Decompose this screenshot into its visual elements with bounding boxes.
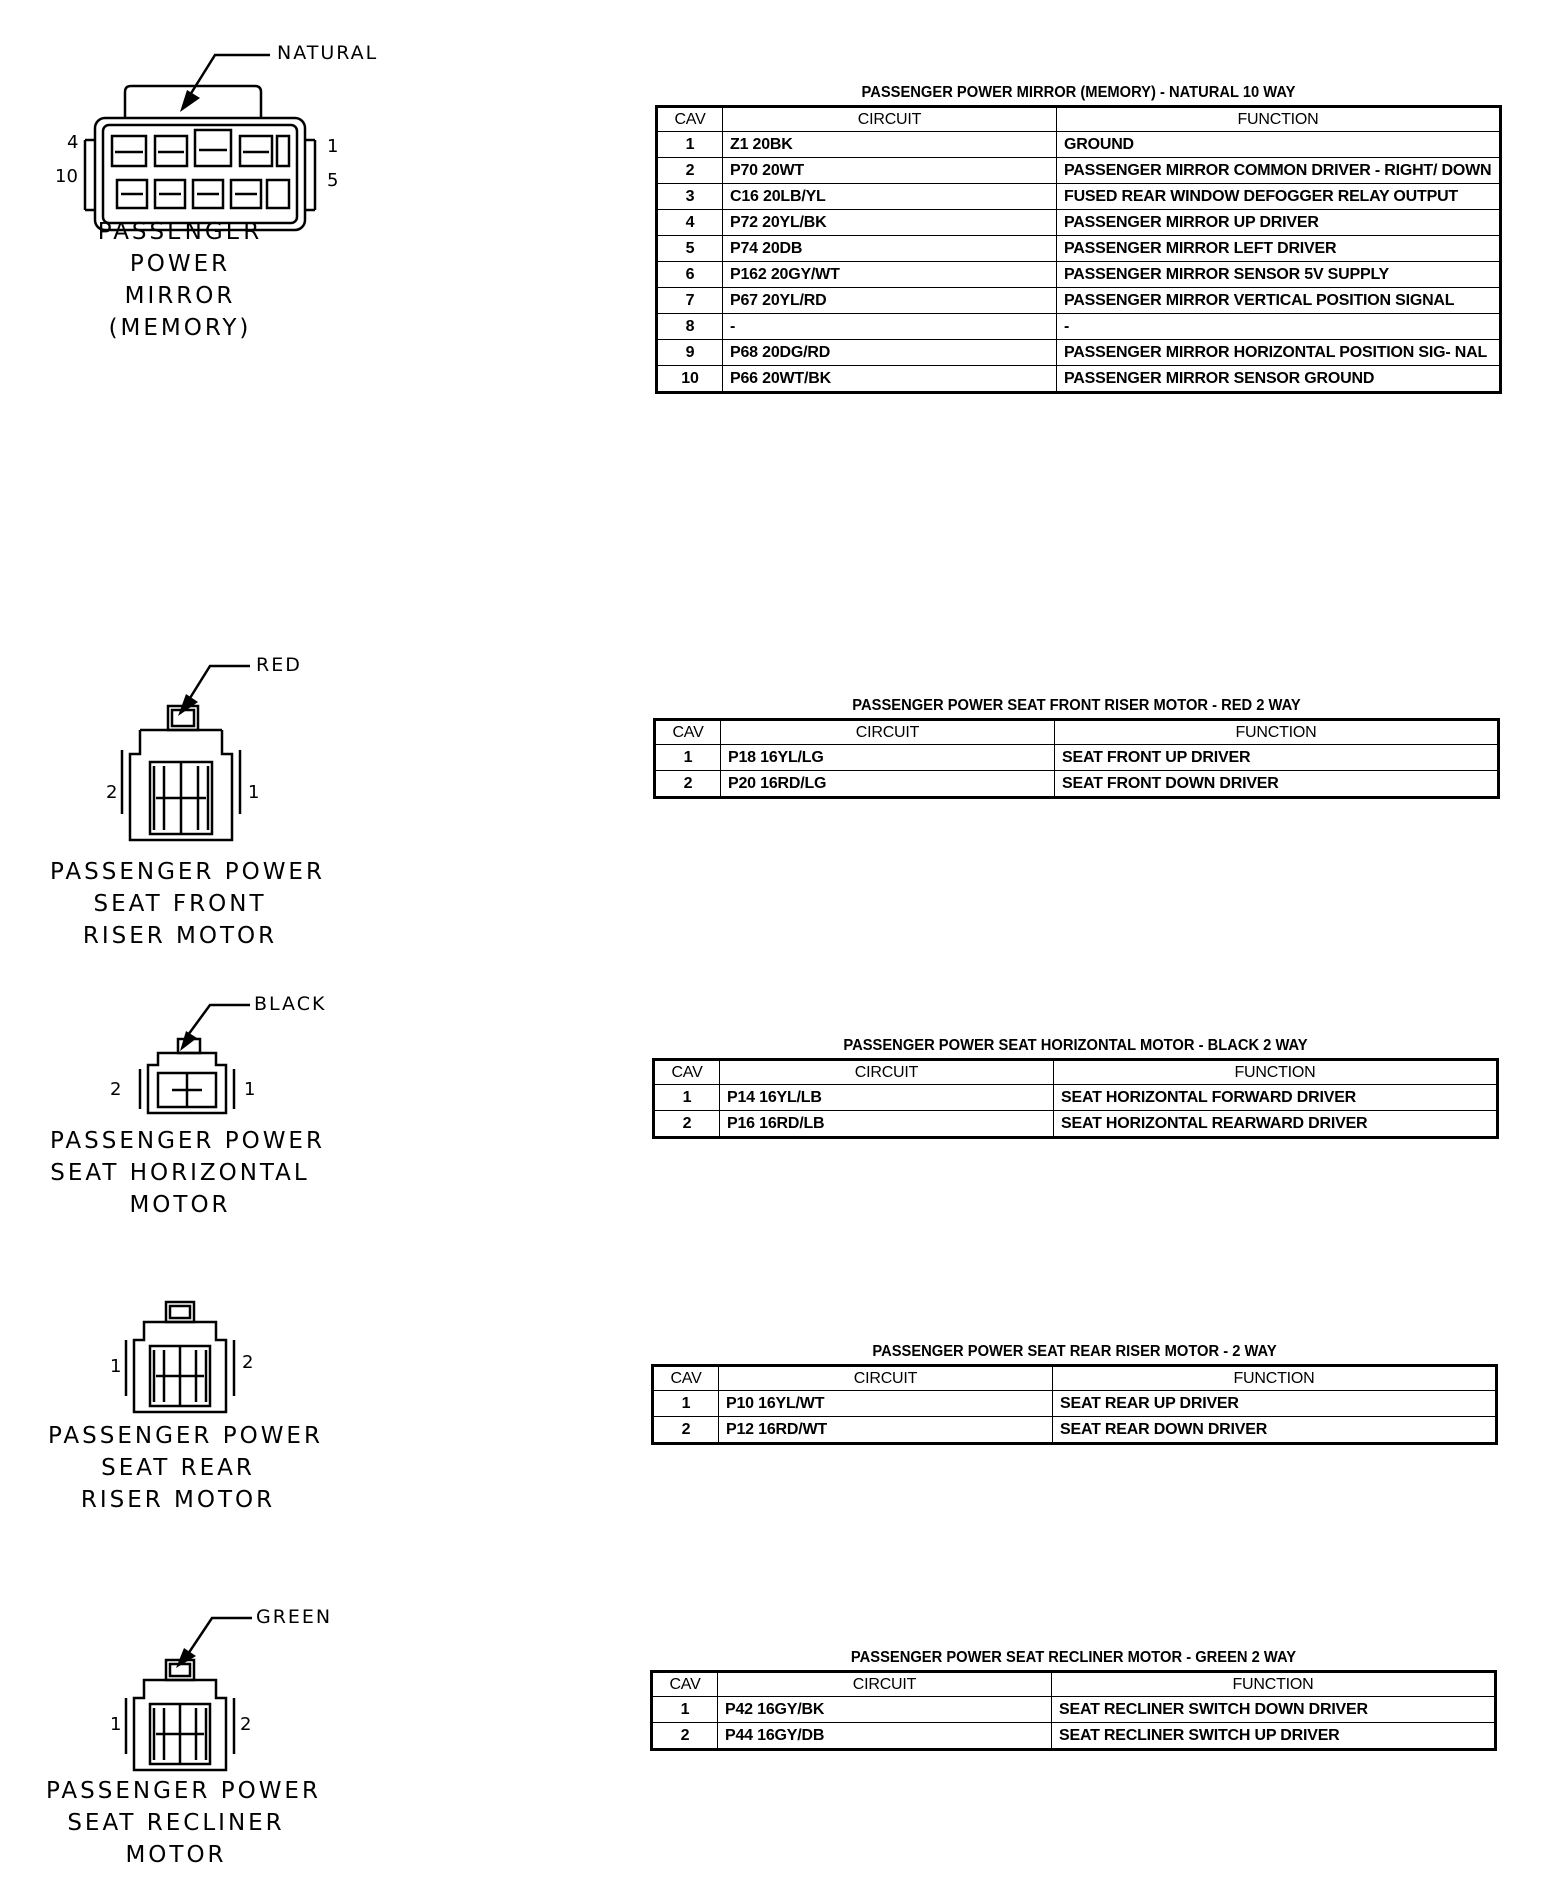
col-header-function: FUNCTION bbox=[1052, 1672, 1496, 1697]
cell-function: FUSED REAR WINDOW DEFOGGER RELAY OUTPUT bbox=[1057, 184, 1501, 210]
table-row bbox=[657, 184, 1501, 210]
cell-circuit: P70 20WT bbox=[723, 158, 1057, 184]
pin-label: 1 bbox=[327, 136, 339, 157]
cell-circuit: P18 16YL/LG bbox=[721, 745, 1055, 771]
table-row bbox=[655, 771, 1499, 798]
cell-function: SEAT REAR DOWN DRIVER bbox=[1053, 1417, 1497, 1444]
col-header-circuit: CIRCUIT bbox=[719, 1366, 1053, 1391]
connector-name-line: PASSENGER POWER bbox=[48, 1423, 323, 1449]
connector-name-line: MOTOR bbox=[129, 1192, 231, 1218]
table-row bbox=[657, 262, 1501, 288]
cell-cav: 2 bbox=[654, 1111, 720, 1138]
cell-circuit: P162 20GY/WT bbox=[723, 262, 1057, 288]
cell-circuit: - bbox=[723, 314, 1057, 340]
connector-name-line: (MEMORY) bbox=[108, 315, 252, 341]
table-row bbox=[657, 340, 1501, 366]
col-header-cav: CAV bbox=[655, 720, 721, 745]
cell-function: SEAT HORIZONTAL REARWARD DRIVER bbox=[1054, 1111, 1498, 1138]
connector-name-line: SEAT RECLINER bbox=[67, 1810, 285, 1836]
connector-drawing-horizontal bbox=[100, 993, 360, 1123]
table-row bbox=[652, 1723, 1496, 1750]
cell-function: PASSENGER MIRROR SENSOR GROUND bbox=[1057, 366, 1501, 393]
table-header-row bbox=[657, 107, 1501, 132]
col-header-cav: CAV bbox=[652, 1672, 718, 1697]
table-row bbox=[652, 1697, 1496, 1723]
connector-drawing-recliner bbox=[100, 1606, 360, 1776]
cell-cav: 4 bbox=[657, 210, 723, 236]
pin-label: 4 bbox=[67, 132, 79, 153]
table-header-row bbox=[653, 1366, 1497, 1391]
cell-cav: 9 bbox=[657, 340, 723, 366]
cell-function: - bbox=[1057, 314, 1501, 340]
cell-function: PASSENGER MIRROR LEFT DRIVER bbox=[1057, 236, 1501, 262]
connector-name-line: MIRROR bbox=[124, 283, 236, 309]
pin-label: 2 bbox=[110, 1079, 122, 1100]
cell-function: GROUND bbox=[1057, 132, 1501, 158]
cell-cav: 2 bbox=[653, 1417, 719, 1444]
cell-function: PASSENGER MIRROR HORIZONTAL POSITION SIG- NAL bbox=[1057, 340, 1501, 366]
connector-drawing-front-riser bbox=[100, 654, 360, 854]
cell-circuit: P10 16YL/WT bbox=[719, 1391, 1053, 1417]
cell-cav: 5 bbox=[657, 236, 723, 262]
connector-name bbox=[48, 1420, 323, 1516]
cell-function: SEAT FRONT DOWN DRIVER bbox=[1055, 771, 1499, 798]
connector-name-line: PASSENGER POWER bbox=[50, 1128, 325, 1154]
table-row bbox=[653, 1391, 1497, 1417]
cell-cav: 1 bbox=[655, 745, 721, 771]
connector-2way-icon bbox=[100, 1606, 360, 1776]
col-header-circuit: CIRCUIT bbox=[718, 1672, 1052, 1697]
pinout-table-recliner bbox=[650, 1649, 1497, 1751]
cell-cav: 7 bbox=[657, 288, 723, 314]
pinout-table bbox=[655, 105, 1502, 394]
connector-name-line: PASSENGER POWER bbox=[46, 1778, 321, 1804]
pinout-table bbox=[651, 1364, 1498, 1445]
cell-function: SEAT FRONT UP DRIVER bbox=[1055, 745, 1499, 771]
table-row bbox=[654, 1085, 1498, 1111]
connector-name bbox=[60, 216, 300, 344]
cell-circuit: P14 16YL/LB bbox=[720, 1085, 1054, 1111]
table-row bbox=[657, 314, 1501, 340]
connector-name-line: RISER MOTOR bbox=[82, 923, 278, 949]
pinout-table bbox=[653, 718, 1500, 799]
table-row bbox=[657, 210, 1501, 236]
cell-circuit: C16 20LB/YL bbox=[723, 184, 1057, 210]
col-header-cav: CAV bbox=[654, 1060, 720, 1085]
cell-circuit: P67 20YL/RD bbox=[723, 288, 1057, 314]
pin-label: 1 bbox=[110, 1714, 122, 1735]
connector-name-line: RISER MOTOR bbox=[80, 1487, 276, 1513]
connector-2way-icon bbox=[100, 1300, 360, 1430]
cell-cav: 2 bbox=[652, 1723, 718, 1750]
connector-name-line: SEAT HORIZONTAL bbox=[50, 1160, 310, 1186]
col-header-circuit: CIRCUIT bbox=[723, 107, 1057, 132]
cell-cav: 3 bbox=[657, 184, 723, 210]
table-header-row bbox=[652, 1672, 1496, 1697]
cell-function: PASSENGER MIRROR VERTICAL POSITION SIGNAL bbox=[1057, 288, 1501, 314]
connector-2way-icon bbox=[100, 654, 360, 854]
cell-function: SEAT HORIZONTAL FORWARD DRIVER bbox=[1054, 1085, 1498, 1111]
connector-name-line: POWER bbox=[129, 251, 231, 277]
connector-name-line: PASSENGER bbox=[97, 219, 263, 245]
connector-color-label: BLACK bbox=[254, 993, 327, 1015]
cell-circuit: P74 20DB bbox=[723, 236, 1057, 262]
table-row bbox=[657, 236, 1501, 262]
cell-cav: 1 bbox=[654, 1085, 720, 1111]
cell-circuit: P68 20DG/RD bbox=[723, 340, 1057, 366]
table-title: PASSENGER POWER MIRROR (MEMORY) - NATURAL 10 WAY bbox=[861, 84, 1296, 101]
pin-label: 1 bbox=[248, 782, 260, 803]
cell-circuit: P72 20YL/BK bbox=[723, 210, 1057, 236]
col-header-function: FUNCTION bbox=[1055, 720, 1499, 745]
pinout-table-rear-riser bbox=[651, 1343, 1498, 1445]
connector-color-label: RED bbox=[256, 654, 302, 676]
cell-cav: 1 bbox=[657, 132, 723, 158]
pin-label: 1 bbox=[244, 1079, 256, 1100]
cell-cav: 1 bbox=[652, 1697, 718, 1723]
cell-circuit: P16 16RD/LB bbox=[720, 1111, 1054, 1138]
col-header-cav: CAV bbox=[657, 107, 723, 132]
table-row bbox=[657, 158, 1501, 184]
table-row bbox=[657, 366, 1501, 393]
pin-label: 2 bbox=[242, 1352, 254, 1373]
cell-circuit: P20 16RD/LG bbox=[721, 771, 1055, 798]
col-header-circuit: CIRCUIT bbox=[720, 1060, 1054, 1085]
table-header-row bbox=[655, 720, 1499, 745]
connector-drawing-rear-riser bbox=[100, 1300, 360, 1430]
table-row bbox=[657, 288, 1501, 314]
pin-label: 10 bbox=[55, 166, 78, 187]
pinout-table bbox=[652, 1058, 1499, 1139]
table-row bbox=[655, 745, 1499, 771]
col-header-circuit: CIRCUIT bbox=[721, 720, 1055, 745]
cell-circuit: P42 16GY/BK bbox=[718, 1697, 1052, 1723]
cell-circuit: P66 20WT/BK bbox=[723, 366, 1057, 393]
cell-cav: 10 bbox=[657, 366, 723, 393]
pin-label: 1 bbox=[110, 1356, 122, 1377]
cell-cav: 1 bbox=[653, 1391, 719, 1417]
connector-name bbox=[50, 1125, 325, 1221]
table-row bbox=[653, 1417, 1497, 1444]
cell-cav: 8 bbox=[657, 314, 723, 340]
pinout-table-horizontal bbox=[652, 1037, 1499, 1139]
table-title: PASSENGER POWER SEAT RECLINER MOTOR - GREEN 2 WAY bbox=[850, 1649, 1297, 1666]
connector-name bbox=[50, 856, 325, 952]
pinout-table-front-riser bbox=[653, 697, 1500, 799]
pinout-table-mirror bbox=[655, 84, 1502, 394]
cell-function: SEAT RECLINER SWITCH UP DRIVER bbox=[1052, 1723, 1496, 1750]
pin-label: 2 bbox=[106, 782, 118, 803]
table-row bbox=[654, 1111, 1498, 1138]
cell-circuit: P12 16RD/WT bbox=[719, 1417, 1053, 1444]
cell-cav: 2 bbox=[655, 771, 721, 798]
cell-function: SEAT REAR UP DRIVER bbox=[1053, 1391, 1497, 1417]
pin-label: 5 bbox=[327, 170, 339, 191]
pinout-table bbox=[650, 1670, 1497, 1751]
cell-cav: 6 bbox=[657, 262, 723, 288]
col-header-function: FUNCTION bbox=[1057, 107, 1501, 132]
connector-color-label: NATURAL bbox=[277, 42, 379, 64]
connector-name bbox=[46, 1775, 321, 1871]
cell-circuit: Z1 20BK bbox=[723, 132, 1057, 158]
col-header-function: FUNCTION bbox=[1054, 1060, 1498, 1085]
connector-color-label: GREEN bbox=[256, 1606, 333, 1628]
table-header-row bbox=[654, 1060, 1498, 1085]
col-header-cav: CAV bbox=[653, 1366, 719, 1391]
col-header-function: FUNCTION bbox=[1053, 1366, 1497, 1391]
cell-function: SEAT RECLINER SWITCH DOWN DRIVER bbox=[1052, 1697, 1496, 1723]
table-title: PASSENGER POWER SEAT HORIZONTAL MOTOR - BLACK 2 WAY bbox=[843, 1037, 1308, 1054]
table-row bbox=[657, 132, 1501, 158]
cell-function: PASSENGER MIRROR SENSOR 5V SUPPLY bbox=[1057, 262, 1501, 288]
cell-function: PASSENGER MIRROR COMMON DRIVER - RIGHT/ DOWN bbox=[1057, 158, 1501, 184]
connector-name-line: SEAT FRONT bbox=[93, 891, 267, 917]
table-title: PASSENGER POWER SEAT FRONT RISER MOTOR - RED 2 WAY bbox=[852, 697, 1301, 714]
connector-name-line: MOTOR bbox=[125, 1842, 227, 1868]
cell-cav: 2 bbox=[657, 158, 723, 184]
connector-name-line: PASSENGER POWER bbox=[50, 859, 325, 885]
cell-function: PASSENGER MIRROR UP DRIVER bbox=[1057, 210, 1501, 236]
cell-circuit: P44 16GY/DB bbox=[718, 1723, 1052, 1750]
pin-label: 2 bbox=[240, 1714, 252, 1735]
table-title: PASSENGER POWER SEAT REAR RISER MOTOR - 2 WAY bbox=[872, 1343, 1277, 1360]
connector-name-line: SEAT REAR bbox=[101, 1455, 255, 1481]
